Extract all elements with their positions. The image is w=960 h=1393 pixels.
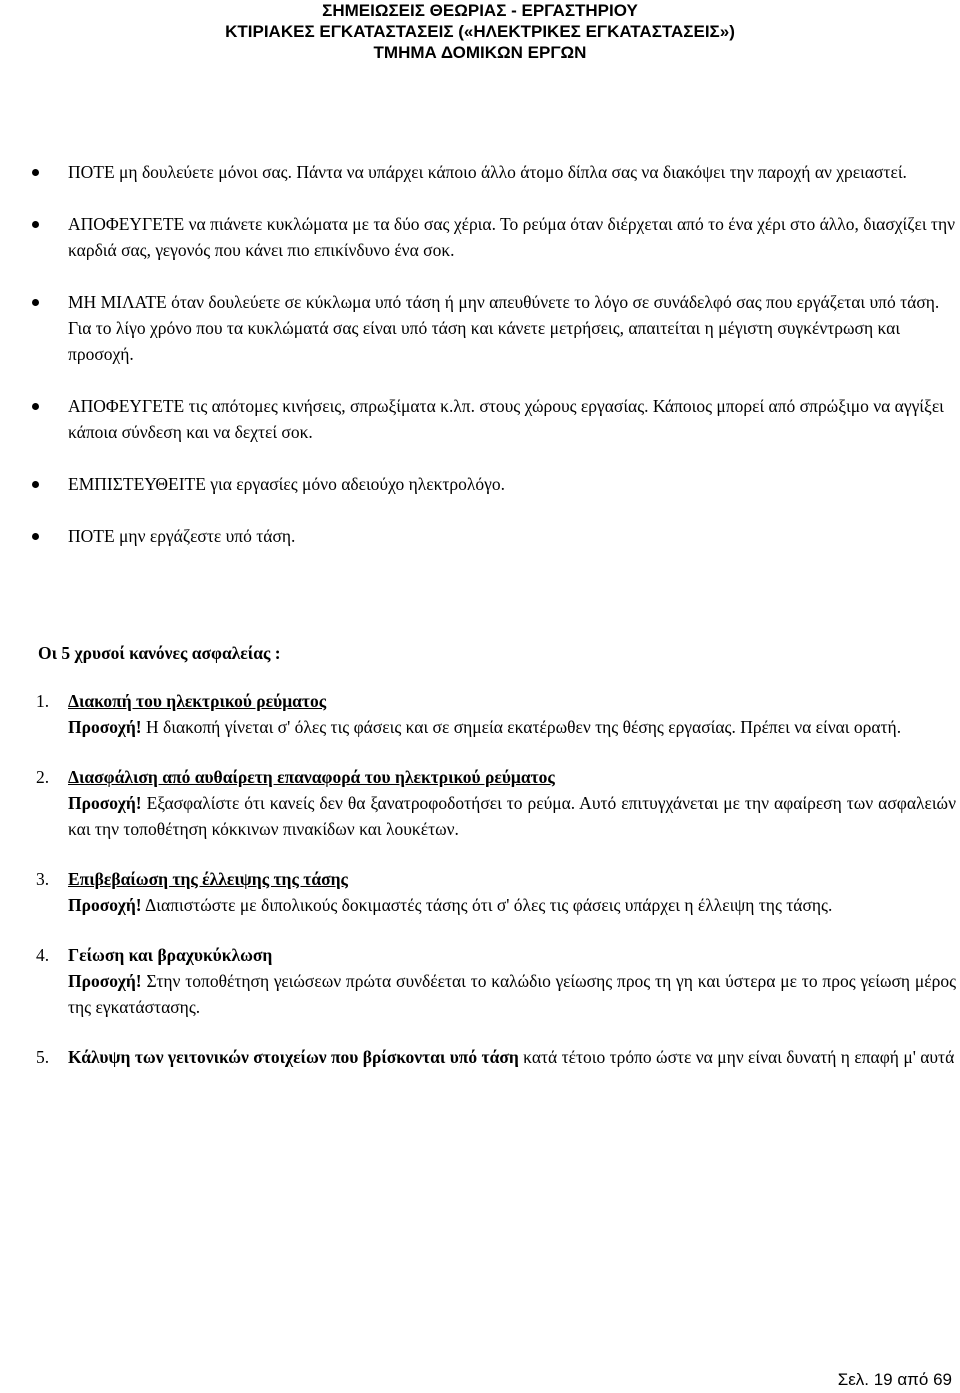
bullet-icon <box>32 299 39 306</box>
rule-title: Διακοπή του ηλεκτρικού ρεύματος <box>68 691 327 711</box>
bullet-text: ΑΠΟΦΕΥΓΕΤΕ να πιάνετε κυκλώματα με τα δύο σας χέρια. Το ρεύμα όταν διέρχεται από το ένα χέρι στο άλλο, διασχίζει την καρδιά σας, γεγονός που κάνει πιο επικίνδυνο ένα σοκ. <box>68 214 956 260</box>
bullet-icon <box>32 403 39 410</box>
rule-number: 4. <box>36 945 50 965</box>
section-title: Οι 5 χρυσοί κανόνες ασφαλείας : <box>38 643 281 663</box>
header-line-1: ΣΗΜΕΙΩΣΕΙΣ ΘΕΩΡΙΑΣ - ΕΡΓΑΣΤΗΡΙΟΥ <box>322 1 638 20</box>
rule-title: Γείωση και βραχυκύκλωση <box>68 945 273 965</box>
rule-item <box>36 1044 956 1070</box>
list-item <box>30 471 960 497</box>
bullet-icon <box>32 169 39 176</box>
bullet-icon <box>32 533 39 540</box>
rule-text: Στην τοποθέτηση γειώσεων πρώτα συνδέεται το καλώδιο γείωσης προς τη γη και ύστερα με το προς γείωση μέρος της εγκατάστασης. <box>68 971 956 1017</box>
rule-attention: Προσοχή! <box>68 793 142 813</box>
bullet-text: ΠΟΤΕ μη δουλεύετε μόνοι σας. Πάντα να υπάρχει κάποιο άλλο άτομο δίπλα σας να διακόψει την παροχή αν χρειαστεί. <box>68 162 907 182</box>
list-item <box>30 393 960 445</box>
bullet-text: ΠΟΤΕ μην εργάζεστε υπό τάση. <box>68 526 296 546</box>
header-line-3: ΤΜΗΜΑ ΔΟΜΙΚΩΝ ΕΡΓΩΝ <box>373 43 587 62</box>
rule-text: κατά τέτοιο τρόπο ώστε να μην είναι δυνατή η επαφή μ' αυτά <box>518 1047 955 1067</box>
page-number: Σελ. 19 από 69 <box>837 1370 952 1389</box>
rule-item <box>36 764 956 842</box>
rule-title: Διασφάλιση από αυθαίρετη επαναφορά του ηλεκτρικού ρεύματος <box>68 767 555 787</box>
rule-item <box>36 688 956 740</box>
bullet-text: ΕΜΠΙΣΤΕΥΘΕΙΤΕ για εργασίες μόνο αδειούχο ηλεκτρολόγο. <box>68 474 506 494</box>
list-item <box>30 523 960 549</box>
header-line-2: ΚΤΙΡΙΑΚΕΣ ΕΓΚΑΤΑΣΤΑΣΕΙΣ («ΗΛΕΚΤΡΙΚΕΣ ΕΓΚΑΤΑΣΤΑΣΕΙΣ») <box>225 22 735 41</box>
bullet-icon <box>32 221 39 228</box>
rule-attention: Προσοχή! <box>68 971 142 991</box>
rule-title: Επιβεβαίωση της έλλειψης της τάσης <box>68 869 348 889</box>
rule-attention: Προσοχή! <box>68 895 142 915</box>
list-item <box>30 211 960 263</box>
rule-text: Διαπιστώστε με διπολικούς δοκιμαστές τάσης ότι σ' όλες τις φάσεις υπάρχει η έλλειψη της τάσης. <box>141 895 833 915</box>
rule-text: Εξασφαλίστε ότι κανείς δεν θα ξανατροφοδοτήσει το ρεύμα. Αυτό επιτυγχάνεται με την αφαίρεση των ασφαλειών και την τοποθέτηση κόκκινων πινακίδων και λουκέτων. <box>68 793 956 839</box>
bullet-text: ΑΠΟΦΕΥΓΕΤΕ τις απότομες κινήσεις, σπρωξίματα κ.λπ. στους χώρους εργασίας. Κάποιος μπορεί από σπρώξιμο να αγγίξει κάποια σύνδεση και να δεχτεί σοκ. <box>68 396 944 442</box>
rule-number: 2. <box>36 767 50 787</box>
bullet-icon <box>32 481 39 488</box>
list-item <box>30 159 960 185</box>
safety-bullet-list <box>30 159 960 575</box>
rule-number: 1. <box>36 691 50 711</box>
page-header <box>0 0 960 63</box>
bullet-text: ΜΗ ΜΙΛΑΤΕ όταν δουλεύετε σε κύκλωμα υπό τάση ή μην απευθύνετε το λόγο σε συνάδελφό σας που εργάζεται υπό τάση. Για το λίγο χρόνο που τα κυκλώματά σας είναι υπό τάση και κάνετε μετρήσεις, απαιτείται η μέγιστη συγκέντρωση και προσοχή. <box>68 292 940 364</box>
rule-attention: Προσοχή! <box>68 717 142 737</box>
rule-item <box>36 942 956 1020</box>
rule-number: 5. <box>36 1047 50 1067</box>
rule-number: 3. <box>36 869 50 889</box>
rule-title: Κάλυψη των γειτονικών στοιχείων που βρίσκονται υπό τάση <box>68 1047 519 1067</box>
rule-item <box>36 866 956 918</box>
list-item <box>30 289 960 367</box>
rule-text: Η διακοπή γίνεται σ' όλες τις φάσεις και σε σημεία εκατέρωθεν της θέσης εργασίας. Πρέπει να είναι ορατή. <box>141 717 902 737</box>
golden-rules-list <box>36 688 956 1094</box>
